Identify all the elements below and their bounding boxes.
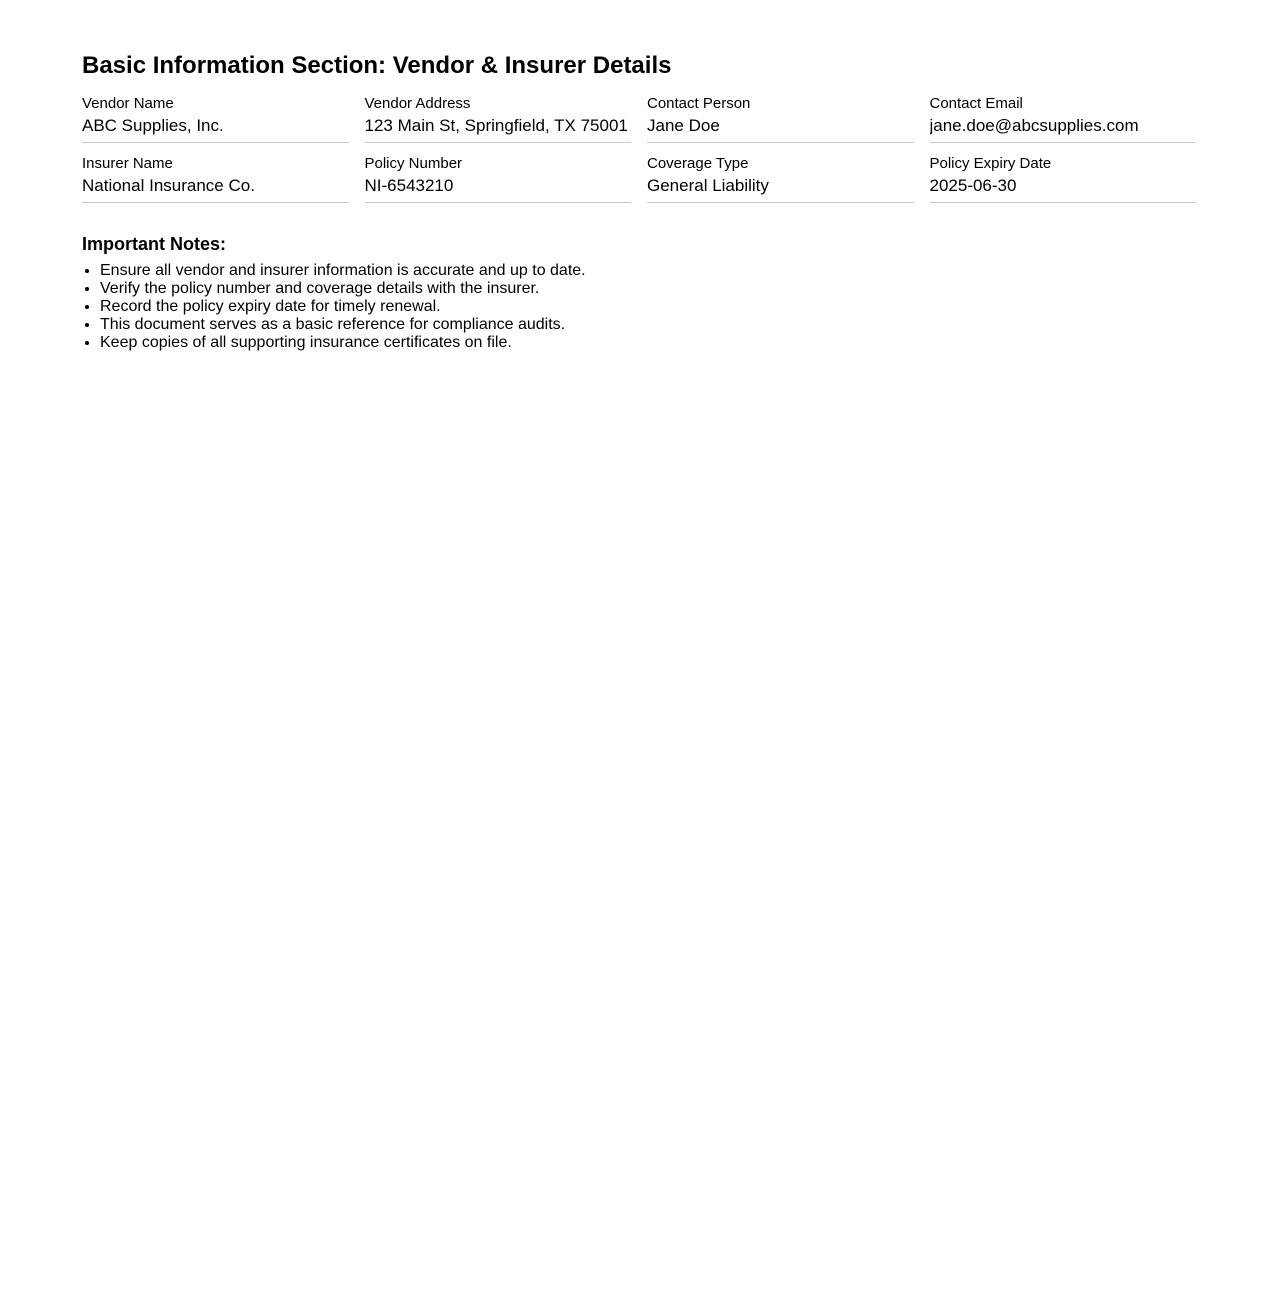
coverage-type-label: Coverage Type	[647, 155, 749, 172]
vendor-insurer-details-section	[82, 50, 1196, 352]
policy-expiry-date-value: 2025-06-30	[929, 176, 1017, 195]
list-item: • This document serves as a basic reference for compliance audits.	[100, 316, 1196, 334]
policy-number-field	[365, 155, 632, 203]
vendor-name-label: Vendor Name	[82, 95, 174, 112]
coverage-type-value: General Liability	[647, 176, 769, 195]
insurer-name-label: Insurer Name	[82, 155, 173, 172]
policy-number-label: Policy Number	[364, 155, 463, 172]
contact-email-label: Contact Email	[929, 95, 1023, 112]
list-item: • Record the policy expiry date for timely renewal.	[100, 298, 1196, 316]
insurer-name-field	[82, 155, 349, 203]
contact-email-value: jane.doe@abcsupplies.com	[929, 116, 1139, 135]
vendor-address-value: 123 Main St, Springfield, TX 75001	[364, 116, 628, 135]
vendor-address-field	[365, 95, 632, 143]
vendor-name-value: ABC Supplies, Inc.	[82, 116, 224, 135]
vendor-address-label: Vendor Address	[364, 95, 471, 112]
coverage-type-field	[647, 155, 914, 203]
list-item: • Ensure all vendor and insurer information is accurate and up to date.	[100, 262, 1196, 280]
policy-expiry-date-field	[930, 155, 1197, 203]
list-item: • Keep copies of all supporting insurance certificates on file.	[100, 334, 1196, 352]
section-title: Basic Information Section: Vendor & Insurer Details	[82, 52, 672, 79]
contact-person-value: Jane Doe	[647, 116, 720, 135]
important-notes-list	[82, 262, 1196, 352]
policy-expiry-date-label: Policy Expiry Date	[929, 155, 1052, 172]
contact-email-field	[930, 95, 1197, 143]
contact-person-field	[647, 95, 914, 143]
vendor-name-field	[82, 95, 349, 143]
policy-number-value: NI-6543210	[364, 176, 454, 195]
contact-person-label: Contact Person	[647, 95, 751, 112]
list-item: • Verify the policy number and coverage details with the insurer.	[100, 280, 1196, 298]
important-notes-heading: Important Notes:	[82, 234, 226, 254]
insurer-name-value: National Insurance Co.	[82, 176, 255, 195]
details-grid	[82, 95, 1196, 203]
